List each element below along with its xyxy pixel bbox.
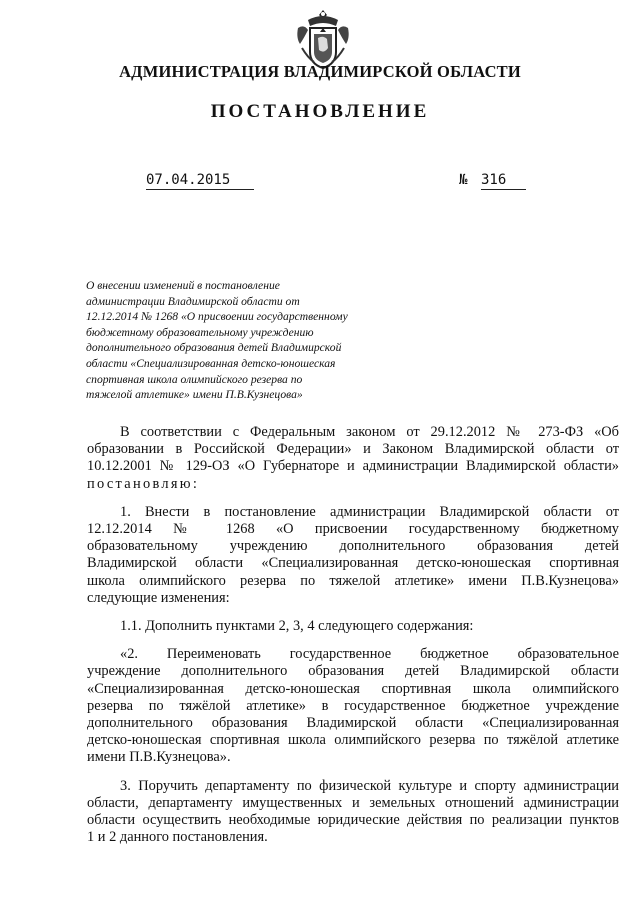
text-line: Владимирской области «Специализированная детско-юношеская спортивная xyxy=(87,555,619,572)
text-line: дополнительного образования Владимирской области «Специализированная xyxy=(87,715,619,732)
text-line: области, департаменту имущественных и земельных отношений администрации xyxy=(87,794,619,811)
text-line: В соответствии с Федеральным законом от 29.12.2012 № 273-ФЗ «Об xyxy=(120,424,619,440)
text-line: образовательному учреждению дополнительного образования детей xyxy=(87,538,619,555)
text-line: 10.12.2001 № 129-ОЗ «О Губернаторе и администрации Владимирской области» xyxy=(87,458,619,475)
subject-line: 12.12.2014 № 1268 «О присвоении государственному xyxy=(86,310,348,324)
item-2-paragraph xyxy=(87,646,619,766)
text-line: 1. Внести в постановление администрации Владимирской области от xyxy=(120,503,619,520)
subject-line: администрации Владимирской области от xyxy=(86,294,300,308)
text-line: области осуществить необходимые юридические действия по реализации пунктов xyxy=(87,812,619,829)
decree-word: постановляю: xyxy=(87,475,200,492)
text-line: образовании в Российской Федерации» и Законом Владимирской области от xyxy=(87,441,619,458)
item-3-paragraph xyxy=(87,778,619,847)
text-line: учреждение дополнительного образования детей Владимирской области xyxy=(87,663,619,680)
text-line: имени П.В.Кузнецова». xyxy=(87,749,231,766)
subject-line: бюджетному образовательному учреждению xyxy=(86,325,314,339)
number-label: № xyxy=(459,172,468,188)
subject-line: спортивная школа олимпийского резерва по xyxy=(86,372,303,386)
subject-line: тяжелой атлетике» имени П.В.Кузнецова» xyxy=(86,388,303,402)
item-1-1-paragraph xyxy=(87,618,619,635)
subject-line: области «Специализированная детско-юношеская xyxy=(86,356,336,370)
preamble-paragraph xyxy=(87,424,619,493)
text-line: резерва по тяжёлой атлетике» в государственное бюджетное учреждение xyxy=(87,697,619,714)
item-1-paragraph xyxy=(87,504,619,607)
document-number: 316 xyxy=(481,172,526,190)
document-type: ПОСТАНОВЛЕНИЕ xyxy=(210,101,430,122)
text-line: детско-юношеская спортивная школа олимпийского резерва по тяжёлой атлетике xyxy=(87,732,619,749)
organization-name: АДМИНИСТРАЦИЯ ВЛАДИМИРСКОЙ ОБЛАСТИ xyxy=(119,62,521,81)
subject-line: О внесении изменений в постановление xyxy=(86,279,280,292)
text-line: 1 и 2 данного постановления. xyxy=(87,829,268,846)
text-line: «2. Переименовать государственное бюджетное образовательное xyxy=(120,646,619,663)
text-line: 1.1. Дополнить пунктами 2, 3, 4 следующего содержания: xyxy=(120,618,474,635)
text-line: «Специализированная детско-юношеская спортивная школа олимпийского xyxy=(87,680,619,697)
text-line: 3. Поручить департаменту по физической культуре и спорту администрации xyxy=(120,777,619,794)
document-body xyxy=(87,424,619,846)
text-line: 12.12.2014 № 1268 «О присвоении государственному бюджетному xyxy=(87,521,619,538)
text-line: следующие изменения: xyxy=(87,589,230,606)
document-subject xyxy=(86,278,386,403)
text-line: школа олимпийского резерва по тяжелой атлетике» имени П.В.Кузнецова» xyxy=(87,572,619,589)
subject-line: дополнительного образования детей Владимирской xyxy=(86,341,342,355)
document-date: 07.04.2015 xyxy=(146,172,254,190)
